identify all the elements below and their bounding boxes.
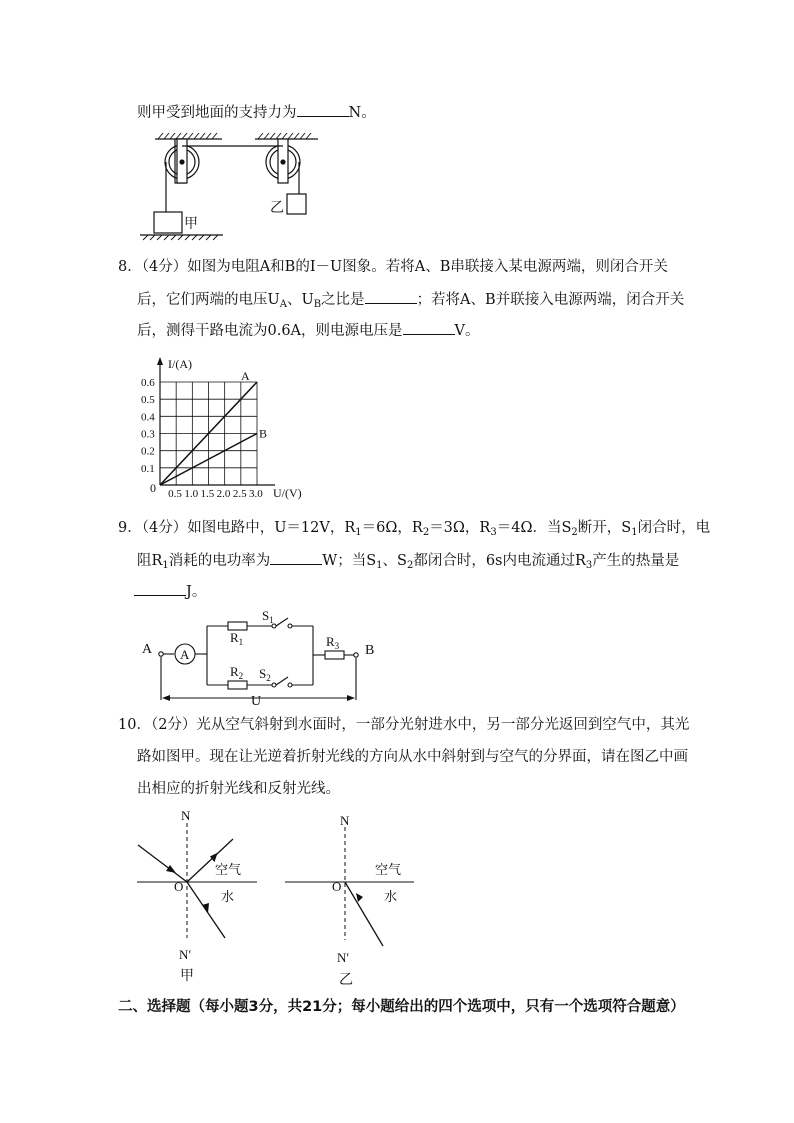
fig-jia-nprime: N′	[179, 947, 192, 962]
fig-jia-n: N	[181, 808, 191, 823]
fig-yi-caption: 乙	[339, 973, 353, 988]
y-tick-label: 0.4	[141, 411, 155, 424]
x-tick-label: 3.0	[249, 488, 263, 500]
q7-answer-line: 则甲受到地面的支持力为 N。	[137, 105, 376, 121]
y-axis-label: I/(A)	[168, 357, 192, 371]
y-tick-label: 0.6	[141, 377, 155, 389]
q8-line3: 后，测得干路电流为0.6A，则电源电压是 V。	[137, 323, 480, 339]
terminal-a: A	[142, 642, 153, 657]
y-tick-label: 0.1	[141, 462, 155, 475]
r2-label: $R_2$	[230, 664, 244, 681]
fig-yi-nprime: N′	[337, 950, 350, 965]
fig-jia-water: 水	[221, 889, 235, 904]
s2-label: $S_2$	[259, 666, 271, 683]
ammeter-label: A	[180, 647, 190, 662]
section2-heading: 二、选择题（每小题3分，共21分；每小题给出的四个选项中，只有一个选项符合题意）	[118, 999, 685, 1015]
fig-yi-water: 水	[384, 889, 398, 904]
origin-label: 0	[150, 481, 156, 495]
x-tick-label: 2.5	[232, 488, 247, 500]
fig-yi-air: 空气	[375, 862, 402, 877]
x-tick-label: 2.0	[216, 488, 231, 500]
q9-line3: J。	[134, 582, 206, 601]
r3-label: $R_3$	[326, 634, 340, 651]
y-tick-label: 0.3	[141, 428, 155, 441]
series-label-A: A	[241, 369, 250, 383]
q10-line1: 10．（2分）光从空气斜射到水面时，一部分光射进水中，另一部分光返回到空气中，其光	[118, 717, 690, 733]
x-tick-label: 0.5	[168, 488, 182, 500]
q8-line2: 后，它们两端的电压$U_A$、$U_B$之比是 ；若将A、B并联接入电源两端，闭合开关	[137, 292, 685, 310]
x-axis-label: U/(V)	[273, 486, 302, 500]
y-tick-label: 0.5	[141, 394, 155, 407]
u-label: U	[251, 694, 262, 709]
q9-line1: 9．（4分）如图电路中，U＝12V，$R_1=6\Omega$，$R_2=3\Omega$，$R_3=4\Omega$．当$S_2$断开，$S_1$闭合时，电	[118, 520, 711, 538]
fig-jia-caption: 甲	[180, 969, 194, 984]
s1-label: $S_1$	[262, 608, 274, 625]
q8-line1: 8．（4分）如图为电阻A和B的I－U图象。若将A、B串联接入某电源两端，则闭合开关	[118, 259, 668, 275]
q9-line2: 阻$R_1$消耗的电功率为 W；当$S_1$、$S_2$都闭合时，6s内电流通过$R_3$产生的热量是	[137, 553, 680, 571]
y-tick-label: 0.2	[141, 445, 155, 458]
q10-line2: 路如图甲。现在让光逆着折射光线的方向从水中斜射到与空气的分界面，请在图乙中画	[137, 749, 688, 765]
fig-jia-o: O	[174, 879, 184, 894]
fig-jia-air: 空气	[215, 862, 242, 877]
fig-yi-o: O	[332, 879, 342, 894]
x-tick-label: 1.0	[184, 488, 199, 500]
label-yi: 乙	[270, 201, 284, 216]
x-tick-label: 1.5	[200, 488, 215, 500]
terminal-b: B	[365, 643, 375, 658]
r1-label: $R_1$	[230, 630, 244, 647]
q10-line3: 出相应的折射光线和反射光线。	[137, 781, 340, 797]
label-jia: 甲	[184, 217, 198, 232]
fig-yi-n: N	[340, 813, 350, 828]
series-label-B: B	[259, 426, 268, 441]
